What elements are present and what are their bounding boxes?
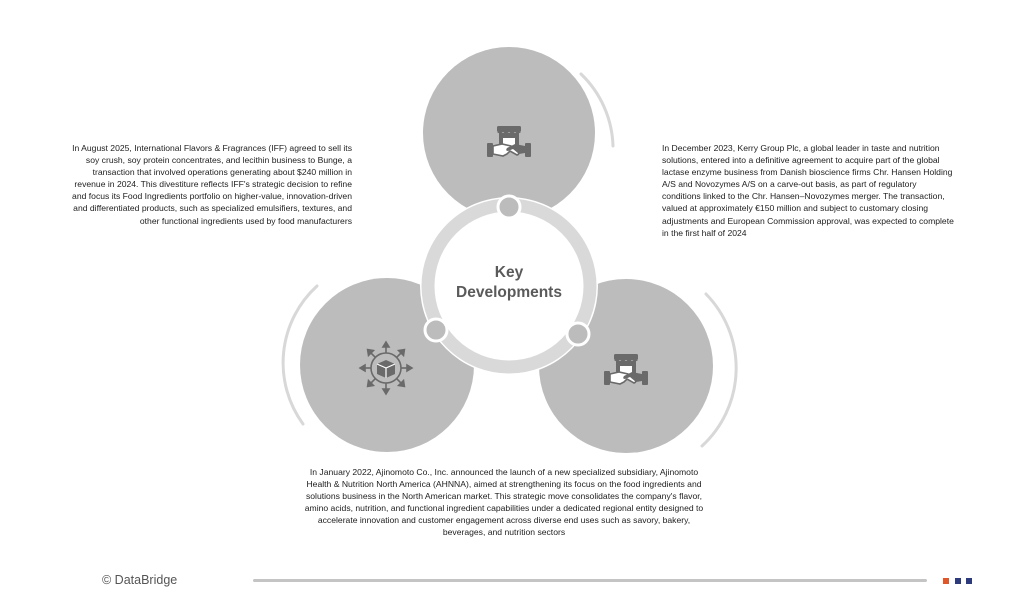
footer-divider	[253, 579, 927, 582]
footer-square-navy	[955, 578, 961, 584]
distribution-box-icon	[360, 342, 412, 394]
development-text-left: In January 2022, Ajinomoto Co., Inc. announced the launch of a new specialized subsidiary, Ajinomoto Health & Nutrition North America (AHNNA), aimed at strengthening its focus on the food ingredients and solutions business in the North American market. This strategic move consolidates the company's flavor, amino acids, nutrition, and functional ingredient capabilities under a dedicated regional entity designed to accelerate innovation and customer engagement across diverse end uses such as savory, bakery, beverages, and nutrition sectors	[304, 467, 704, 538]
center-title-line1: Key	[494, 264, 524, 281]
footer-brand: © DataBridge	[102, 573, 178, 587]
center-title-line2: Developments	[456, 283, 562, 301]
footer-square-orange	[943, 578, 949, 584]
development-text-top: In August 2025, International Flavors & Fragrances (IFF) agreed to sell its soy crush, soy protein concentrates, and lecithin business to Bunge, a transaction that involved operations generating about $240 million in revenue in 2024. This divestiture reflects IFF's strategic decision to refine and focus its Food Ingredients portfolio on higher-value, innovation-driven and differentiated products, such as specialized emulsifiers, textures, and other functional ingredients used by food manufacturers	[72, 143, 352, 226]
development-text-right: In December 2023, Kerry Group Plc, a global leader in taste and nutrition solutions, entered into a definitive agreement to acquire part of the global lactase enzyme business from Danish bioscience firms Chr. Hansen Holding A/S and Novozymes A/S on a carve-out basis, as part of regulatory conditions linked to the Chr. Hansen–Novozymes merger. The transaction, valued at approximately €150 million and subject to customary closing adjustments and European Commission approval, was expected to complete in the first half of 2024	[662, 143, 954, 238]
footer-square-navy	[966, 578, 972, 584]
node-left	[425, 319, 447, 341]
node-right	[567, 323, 589, 345]
node-top	[498, 196, 520, 218]
center-title	[424, 263, 594, 302]
